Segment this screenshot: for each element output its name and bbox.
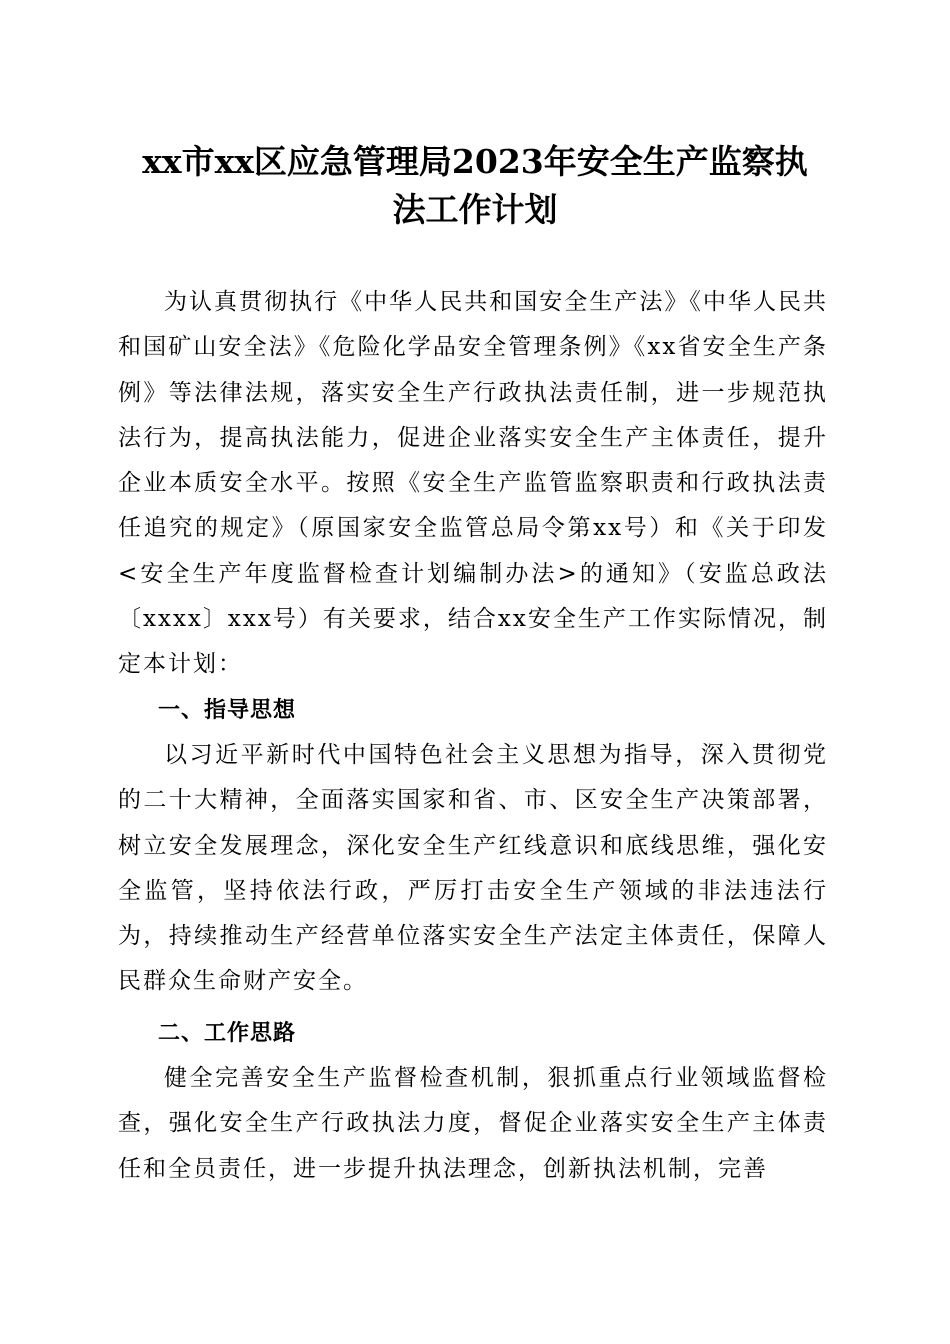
- section-heading-work-approach: 二、工作思路: [158, 1020, 297, 1046]
- intro-paragraph: 为认真贯彻执行《中华人民共和国安全生产法》《中华人民共和国矿山安全法》《危险化学品安全管理条例》《xx省安全生产条例》等法律法规，落实安全生产行政执法责任制，进一步规范执法行为，提高执法能力，促进企业落实安全生产主体责任，提升企业本质安全水平。按照《安全生产监管监察职责和行政执法责任追究的规定》（原国家安全监管总局令第xx号）和《关于印发<安全生产年度监督检查计划编制办法>的通知》（安监总政法〔xxxx〕xxx号）有关要求，结合xx安全生产工作实际情况，制定本计划：: [118, 289, 828, 678]
- section-paragraph-work-approach: 健全完善安全生产监督检查机制，狠抓重点行业领域监督检查，强化安全生产行政执法力度，督促企业落实安全生产主体责任和全员责任，进一步提升执法理念，创新执法机制，完善: [118, 1065, 828, 1182]
- document-title: [118, 138, 832, 234]
- title-line-1: xx市xx区应急管理局2023年安全生产监察执: [142, 142, 808, 181]
- section-heading-guiding-ideology: 一、指导思想: [158, 697, 297, 723]
- document-body: [118, 280, 828, 1192]
- title-line-2: 法工作计划: [392, 190, 558, 229]
- section-paragraph-guiding-ideology: 以习近平新时代中国特色社会主义思想为指导，深入贯彻党的二十大精神，全面落实国家和省、市、区安全生产决策部署，树立安全发展理念，深化安全生产红线意识和底线思维，强化安全监管，坚持依法行政，严厉打击安全生产领域的非法违法行为，持续推动生产经营单位落实安全生产法定主体责任，保障人民群众生命财产安全。: [118, 741, 828, 995]
